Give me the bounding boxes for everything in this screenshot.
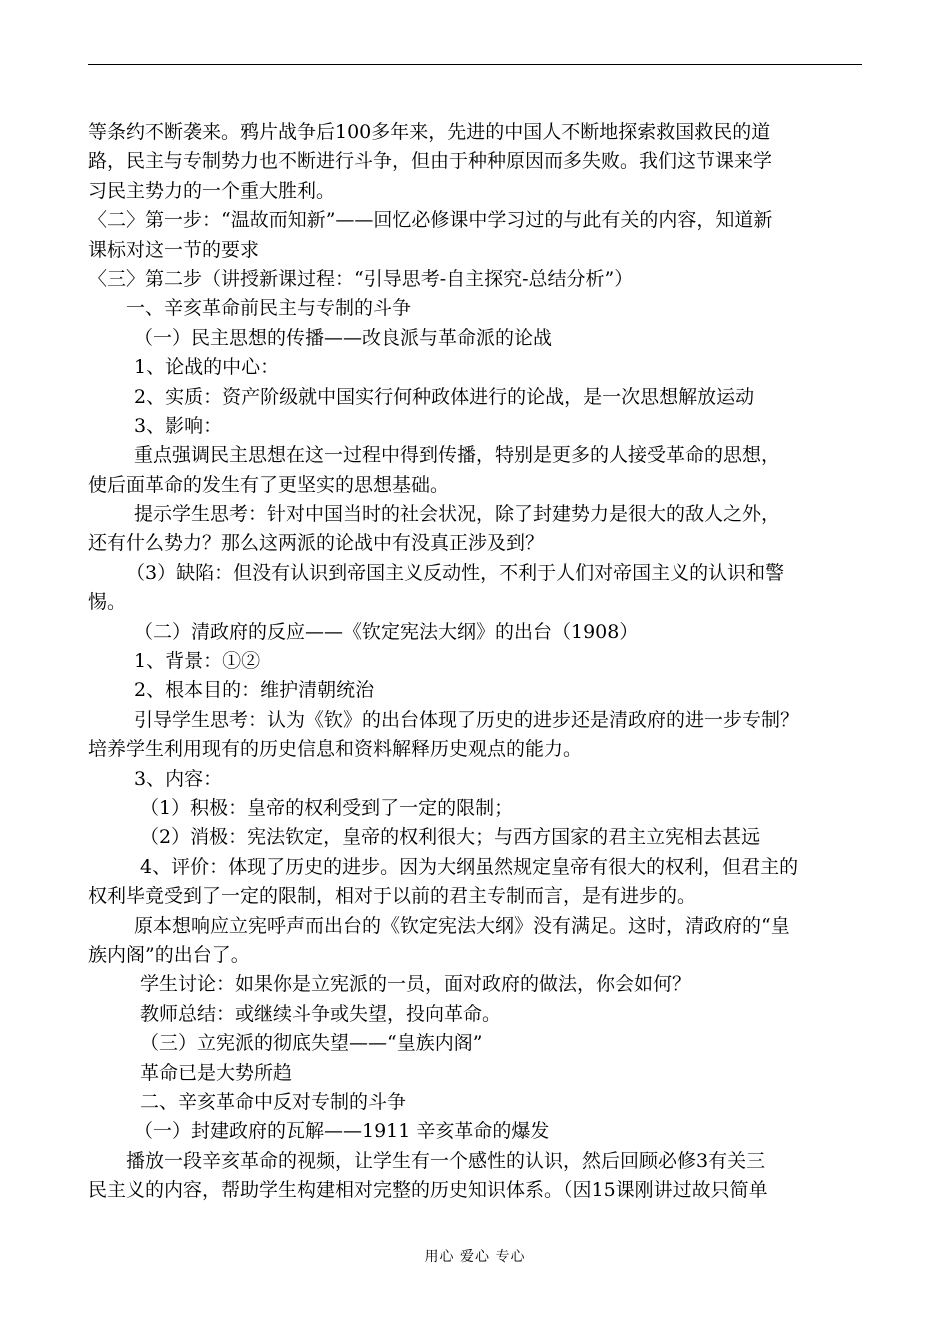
text-line: 重点强调民主思想在这一过程中得到传播，特别是更多的人接受革命的思想， xyxy=(134,444,781,467)
text-line: 民主义的内容，帮助学生构建相对完整的历史知识体系。（因15课刚讲过故只简单 xyxy=(88,1179,768,1202)
text-line: 1、背景：①② xyxy=(134,650,261,673)
text-line: 路，民主与专制势力也不断进行斗争，但由于种种原因而多失败。我们这节课来学 xyxy=(88,150,773,173)
subsection-heading: （一）封建政府的瓦解——1911 辛亥革命的爆发 xyxy=(134,1120,550,1143)
text-line: 使后面革命的发生有了更坚实的思想基础。 xyxy=(88,473,450,496)
text-line: 4、评价：体现了历史的进步。因为大纲虽然规定皇帝有很大的权利，但君主的 xyxy=(140,855,799,878)
text-line: 1、论战的中心： xyxy=(134,356,280,379)
header-rule xyxy=(88,64,862,65)
text-line: 2、实质：资产阶级就中国实行何种政体进行的论战，是一次思想解放运动 xyxy=(134,385,755,408)
text-line: 提示学生思考：针对中国当时的社会状况，除了封建势力是很大的敌人之外， xyxy=(134,503,781,526)
document-body xyxy=(88,118,868,1205)
text-line: 引导学生思考：认为《钦》的出台体现了历史的进步还是清政府的进一步专制？ xyxy=(134,708,800,731)
text-line: （3）缺陷：但没有认识到帝国主义反动性，不利于人们对帝国主义的认识和警 xyxy=(126,561,785,584)
text-line: 播放一段辛亥革命的视频，让学生有一个感性的认识，然后回顾必修3有关三 xyxy=(126,1149,766,1172)
text-line: 学生讨论：如果你是立宪派的一员，面对政府的做法，你会如何？ xyxy=(140,973,692,996)
text-line: 〈三〉第二步（讲授新课过程：“引导思考-自主探究-总结分析”） xyxy=(88,267,634,290)
text-line: 3、内容： xyxy=(134,767,223,790)
text-line: 惕。 xyxy=(88,591,127,614)
subsection-heading: （二）清政府的反应——《钦定宪法大纲》的出台（1908） xyxy=(134,620,639,643)
page-footer: 用心 爱心 专心 xyxy=(424,1249,526,1265)
text-line: 〈二〉第一步：“温故而知新”——回忆必修课中学习过的与此有关的内容，知道新 xyxy=(88,209,773,232)
text-line: 课标对这一节的要求 xyxy=(88,238,260,261)
text-line: 2、根本目的：维护清朝统治 xyxy=(134,679,375,702)
text-line: 族内阁”的出台了。 xyxy=(88,943,250,966)
subsection-heading: （三）立宪派的彻底失望——“皇族内阁” xyxy=(140,1032,483,1055)
text-line: 等条约不断袭来。鸦片战争后100多年来，先进的中国人不断地探索救国救民的道 xyxy=(88,121,771,143)
text-line: （1）积极：皇帝的权利受到了一定的限制； xyxy=(140,796,514,819)
text-line: 革命已是大势所趋 xyxy=(140,1061,293,1084)
text-line: 习民主势力的一个重大胜利。 xyxy=(88,179,336,202)
text-line: （2）消极：宪法钦定，皇帝的权利很大；与西方国家的君主立宪相去甚远 xyxy=(140,826,761,849)
text-line: 原本想响应立宪呼声而出台的《钦定宪法大纲》没有满足。这时，清政府的“皇 xyxy=(134,914,790,937)
subsection-heading: （一）民主思想的传播——改良派与革命派的论战 xyxy=(134,326,553,349)
text-line: 还有什么势力？那么这两派的论战中有没真正涉及到？ xyxy=(88,532,545,555)
text-line: 权利毕竟受到了一定的限制，相对于以前的君主专制而言，是有进步的。 xyxy=(88,885,697,908)
text-line: 3、影响： xyxy=(134,414,223,437)
text-line: 培养学生利用现有的历史信息和资料解释历史观点的能力。 xyxy=(88,738,583,761)
text-line: 教师总结：或继续斗争或失望，投向革命。 xyxy=(140,1002,502,1025)
section-heading: 二、辛亥革命中反对专制的斗争 xyxy=(140,1090,407,1113)
section-heading: 一、辛亥革命前民主与专制的斗争 xyxy=(126,297,412,320)
